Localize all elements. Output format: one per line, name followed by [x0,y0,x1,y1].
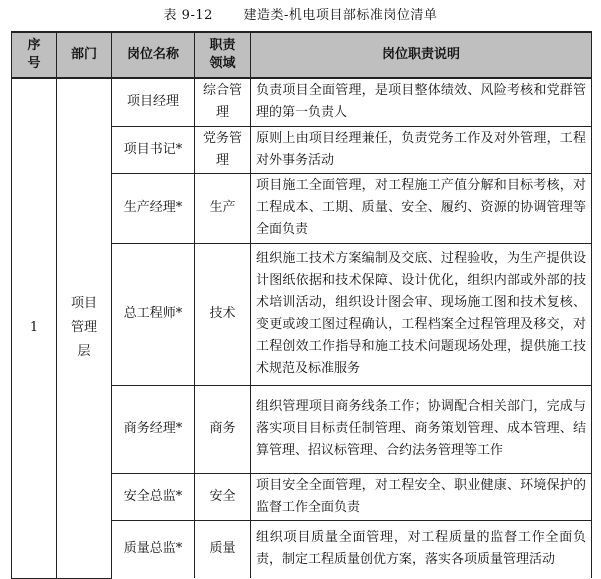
position-roster-table [11,31,592,579]
description-cell: 组织施工技术方案编制及交底、过程验收，为生产提供设计图纸依据和技术保障、设计优化，组织内部或外部的技术培训活动，组织设计图会审、现场施工图和技术复核、变更或竣工图过程确认，工程档案全过程管理及移交，对工程创效工作指导和施工技术问题现场处理，提供施工技术规范及标准服务 [251,243,592,385]
description-cell: 原则上由项目经理兼任，负责党务工作及对外管理，工程对外事务活动 [251,126,592,173]
table-caption [0,4,601,23]
table-number: 表 9-12 [163,8,213,23]
description-cell: 组织管理项目商务线条工作；协调配合相关部门，完成与落实项目目标责任制管理、商务策划管理、成本管理、结算管理、招议标管理、合约法务管理等工作 [251,385,592,473]
domain-cell: 技术 [195,243,251,385]
header-domain: 职责领域 [195,32,251,78]
position-cell: 生产经理* [112,173,195,243]
table-title: 建造类-机电项目部标准岗位清单 [243,8,438,23]
position-cell: 项目经理 [112,78,195,126]
domain-cell: 安全 [195,473,251,520]
header-position: 岗位名称 [112,32,195,78]
dept-line: 管理 [70,320,97,336]
description-cell: 项目安全全面管理，对工程安全、职业健康、环境保护的监督工作全面负责 [251,473,592,520]
position-cell: 总工程师* [112,243,195,385]
domain-cell: 党务管理 [195,126,251,173]
dept-cell [57,78,112,578]
dept-line: 项目 [70,296,97,312]
dept-line: 层 [77,344,91,360]
domain-cell: 生产 [195,173,251,243]
seq-cell: 1 [12,78,57,578]
description-cell: 组织项目质量全面管理，对工程质量的监督工作全面负责，制定工程质量创优方案，落实各项质量管理活动 [251,520,592,578]
table-row [12,78,592,126]
description-cell: 项目施工全面管理，对工程施工产值分解和目标考核，对工程成本、工期、质量、安全、履约、资源的协调管理等全面负责 [251,173,592,243]
header-dept: 部门 [57,32,112,78]
header-description: 岗位职责说明 [251,32,592,78]
domain-cell: 商务 [195,385,251,473]
header-row [12,32,592,78]
domain-cell: 综合管理 [195,78,251,126]
description-cell: 负责项目全面管理，是项目整体绩效、风险考核和党群管理的第一负责人 [251,78,592,126]
domain-cell: 质量 [195,520,251,578]
position-cell: 商务经理* [112,385,195,473]
position-cell: 项目书记* [112,126,195,173]
position-cell: 安全总监* [112,473,195,520]
position-cell: 质量总监* [112,520,195,578]
header-seq: 序号 [12,32,57,78]
